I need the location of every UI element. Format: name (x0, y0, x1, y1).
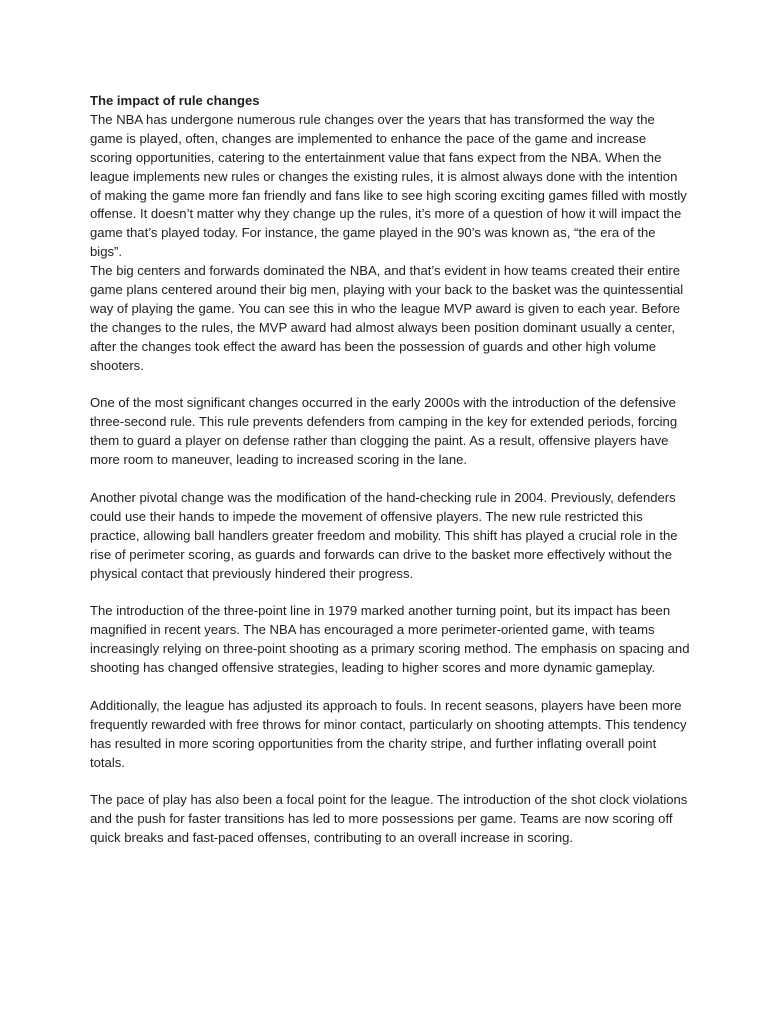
paragraph-hand-checking: Another pivotal change was the modification of the hand-checking rule in 2004. Previously, defenders could use their hands to impede the movement of offensive players. The new rule restricted this practice, allowing ball handlers greater freedom and mobility. This shift has played a crucial role in the rise of perimeter scoring, as guards and forwards can drive to the basket more effectively without the physical contact that previously hindered their progress. (90, 490, 678, 581)
paragraph-three-second-rule: One of the most significant changes occurred in the early 2000s with the introduction of the defensive three-second rule. This rule prevents defenders from camping in the key for extended periods, forcing them to guard a player on defense rather than clogging the paint. As a result, offensive players have more room to maneuver, leading to increased scoring in the lane. (90, 395, 678, 468)
paragraph-big-men: The big centers and forwards dominated the NBA, and that’s evident in how teams created their entire game plans centered around their big men, playing with your back to the basket was the quintessential way of playing the game. You can see this in who the league MVP award is given to each year. Before the changes to the rules, the MVP award had almost always been position dominant usually a center, after the changes took effect the award has been the possession of guards and other high volume shooters. (90, 263, 684, 373)
paragraph-three-point-line: The introduction of the three-point line in 1979 marked another turning point, but its impact has been magnified in recent years. The NBA has encouraged a more perimeter-oriented game, with teams increasingly relying on three-point shooting as a primary scoring method. The emphasis on spacing and shooting has changed offensive strategies, leading to higher scores and more dynamic gameplay. (90, 603, 690, 676)
paragraph-spacer (90, 773, 690, 792)
paragraph-pace-of-play: The pace of play has also been a focal point for the league. The introduction of the shot clock violations and the push for faster transitions has led to more possessions per game. Teams are now scoring off quick breaks and fast-paced offenses, contributing to an overall increase in scoring. (90, 792, 688, 846)
document-body (90, 92, 690, 848)
paragraph-spacer (90, 470, 690, 489)
document-title: The impact of rule changes (90, 93, 260, 108)
paragraph-spacer (90, 584, 690, 603)
paragraph-spacer (90, 376, 690, 395)
paragraph-era-of-the-bigs: The NBA has undergone numerous rule changes over the years that has transformed the way the game is played, often, changes are implemented to enhance the pace of the game and increase scoring opportunities, catering to the entertainment value that fans expect from the NBA. When the league implements new rules or changes the existing rules, it is almost always done with the intention of making the game more fan friendly and fans like to see high scoring exciting games filled with mostly offense. It doesn’t matter why they change up the rules, it’s more of a question of how it will impact the game that’s played today. For instance, the game played in the 90’s was known as, “the era of the bigs”. (90, 111, 687, 260)
paragraph-spacer (90, 678, 690, 697)
paragraph-fouls: Additionally, the league has adjusted its approach to fouls. In recent seasons, players have been more frequently rewarded with free throws for minor contact, particularly on shooting attempts. This tendency has resulted in more scoring opportunities from the charity stripe, and further inflating overall point totals. (90, 697, 687, 770)
